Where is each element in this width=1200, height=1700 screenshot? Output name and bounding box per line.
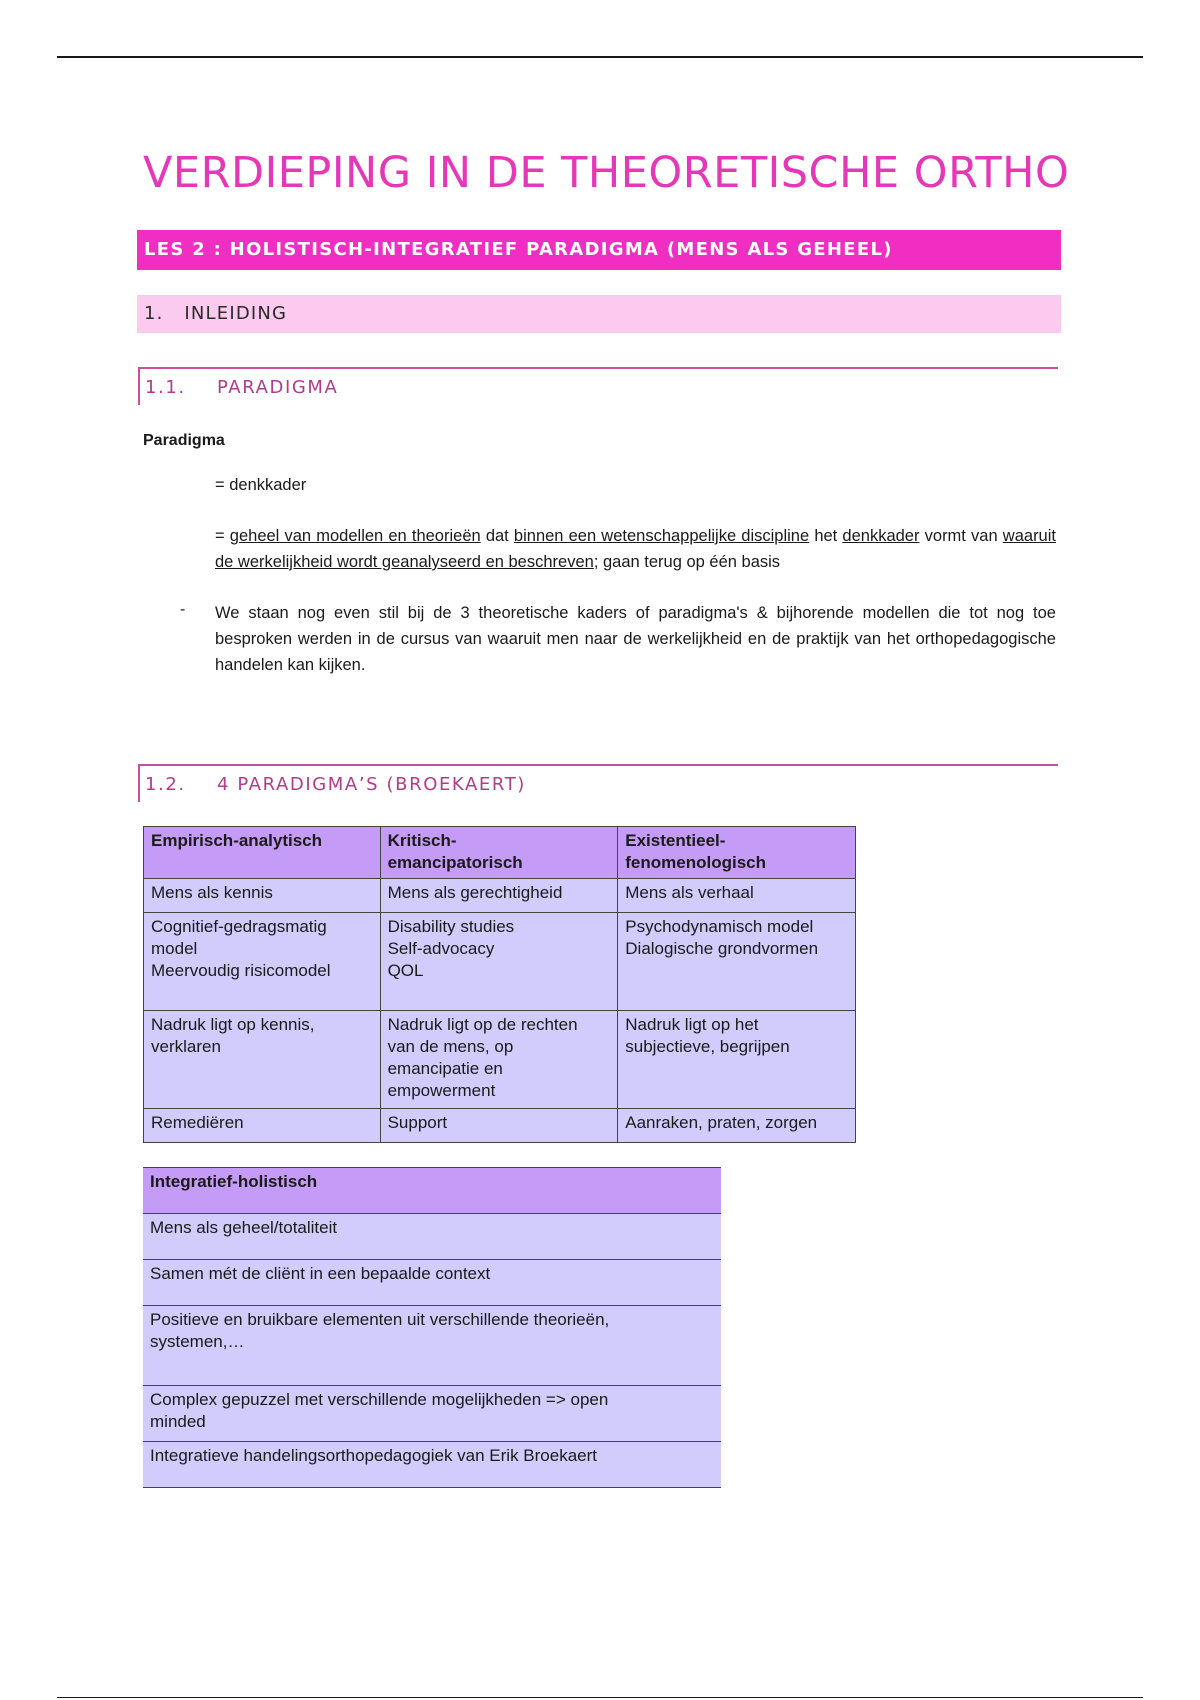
table-row	[143, 1386, 721, 1442]
table-cell: Remediëren	[144, 1109, 381, 1143]
table-cell: Samen mét de cliënt in een bepaalde context	[143, 1260, 721, 1306]
table-header-row	[143, 1168, 721, 1214]
table-cell: Complex gepuzzel met verschillende mogelijkheden => open minded	[143, 1386, 721, 1442]
table-cell: Disability studies Self-advocacy QOL	[380, 913, 618, 1011]
table-cell: Cognitief-gedragsmatig model Meervoudig risicomodel	[144, 913, 381, 1011]
header-cell: Existentieel- fenomenologisch	[618, 827, 856, 879]
subsection-label: 4 PARADIGMA’S (BROEKAERT)	[217, 774, 526, 795]
bullet-marker: -	[180, 601, 186, 618]
subsection-heading-4-paradigmas	[138, 764, 1058, 802]
table-row	[144, 879, 856, 913]
section-number: 1.	[144, 303, 164, 324]
table-row	[144, 1011, 856, 1109]
header-cell: Empirisch-analytisch	[144, 827, 381, 879]
section-label: INLEIDING	[184, 303, 288, 324]
table-row	[144, 913, 856, 1011]
table-row	[143, 1214, 721, 1260]
table-cell: Integratieve handelingsorthopedagogiek van Erik Broekaert	[143, 1442, 721, 1488]
integratief-table	[143, 1167, 721, 1488]
table-cell: Mens als gerechtigheid	[380, 879, 618, 913]
table-cell: Support	[380, 1109, 618, 1143]
table-cell: Aanraken, praten, zorgen	[618, 1109, 856, 1143]
header-cell: Kritisch- emancipatorisch	[380, 827, 618, 879]
table-row	[143, 1306, 721, 1386]
table-header-row	[144, 827, 856, 879]
subsection-number: 1.1.	[145, 377, 186, 398]
subsection-number: 1.2.	[145, 774, 186, 795]
page-title: VERDIEPING IN DE THEORETISCHE ORTHO	[143, 148, 1070, 198]
definition-short: = denkkader	[215, 476, 307, 494]
top-rule	[57, 56, 1143, 58]
table-cell: Mens als verhaal	[618, 879, 856, 913]
table-cell: Positieve en bruikbare elementen uit verschillende theorieën, systemen,…	[143, 1306, 721, 1386]
term-heading: Paradigma	[143, 432, 225, 449]
header-cell: Integratief-holistisch	[143, 1168, 721, 1214]
paradigm-table	[143, 826, 856, 1143]
subsection-label: PARADIGMA	[217, 377, 339, 398]
table-row	[144, 1109, 856, 1143]
table-row	[143, 1260, 721, 1306]
table-cell: Mens als geheel/totaliteit	[143, 1214, 721, 1260]
table-cell: Mens als kennis	[144, 879, 381, 913]
bottom-rule	[57, 1697, 1143, 1698]
section-heading-inleiding	[137, 295, 1061, 333]
definition-long: = geheel van modellen en theorieën dat binnen een wetenschappelijke discipline het denkkader vormt van waaruit de werkelijkheid wordt geanalyseerd en beschreven; gaan terug op één basis	[215, 527, 1056, 571]
bullet-text: We staan nog even stil bij de 3 theoretische kaders of paradigma's & bijhorende modellen die tot nog toe besproken werden in de cursus van waaruit men naar de werkelijkheid en de praktijk van het orthopedagogische handelen kan kijken.	[215, 604, 1056, 674]
subsection-heading-paradigma	[138, 367, 1058, 405]
table-row	[143, 1442, 721, 1488]
table-cell: Psychodynamisch model Dialogische grondvormen	[618, 913, 856, 1011]
table-cell: Nadruk ligt op het subjectieve, begrijpen	[618, 1011, 856, 1109]
table-cell: Nadruk ligt op kennis, verklaren	[144, 1011, 381, 1109]
lesson-heading: LES 2 : HOLISTISCH-INTEGRATIEF PARADIGMA (MENS ALS GEHEEL)	[137, 230, 1061, 270]
table-cell: Nadruk ligt op de rechten van de mens, op emancipatie en empowerment	[380, 1011, 618, 1109]
